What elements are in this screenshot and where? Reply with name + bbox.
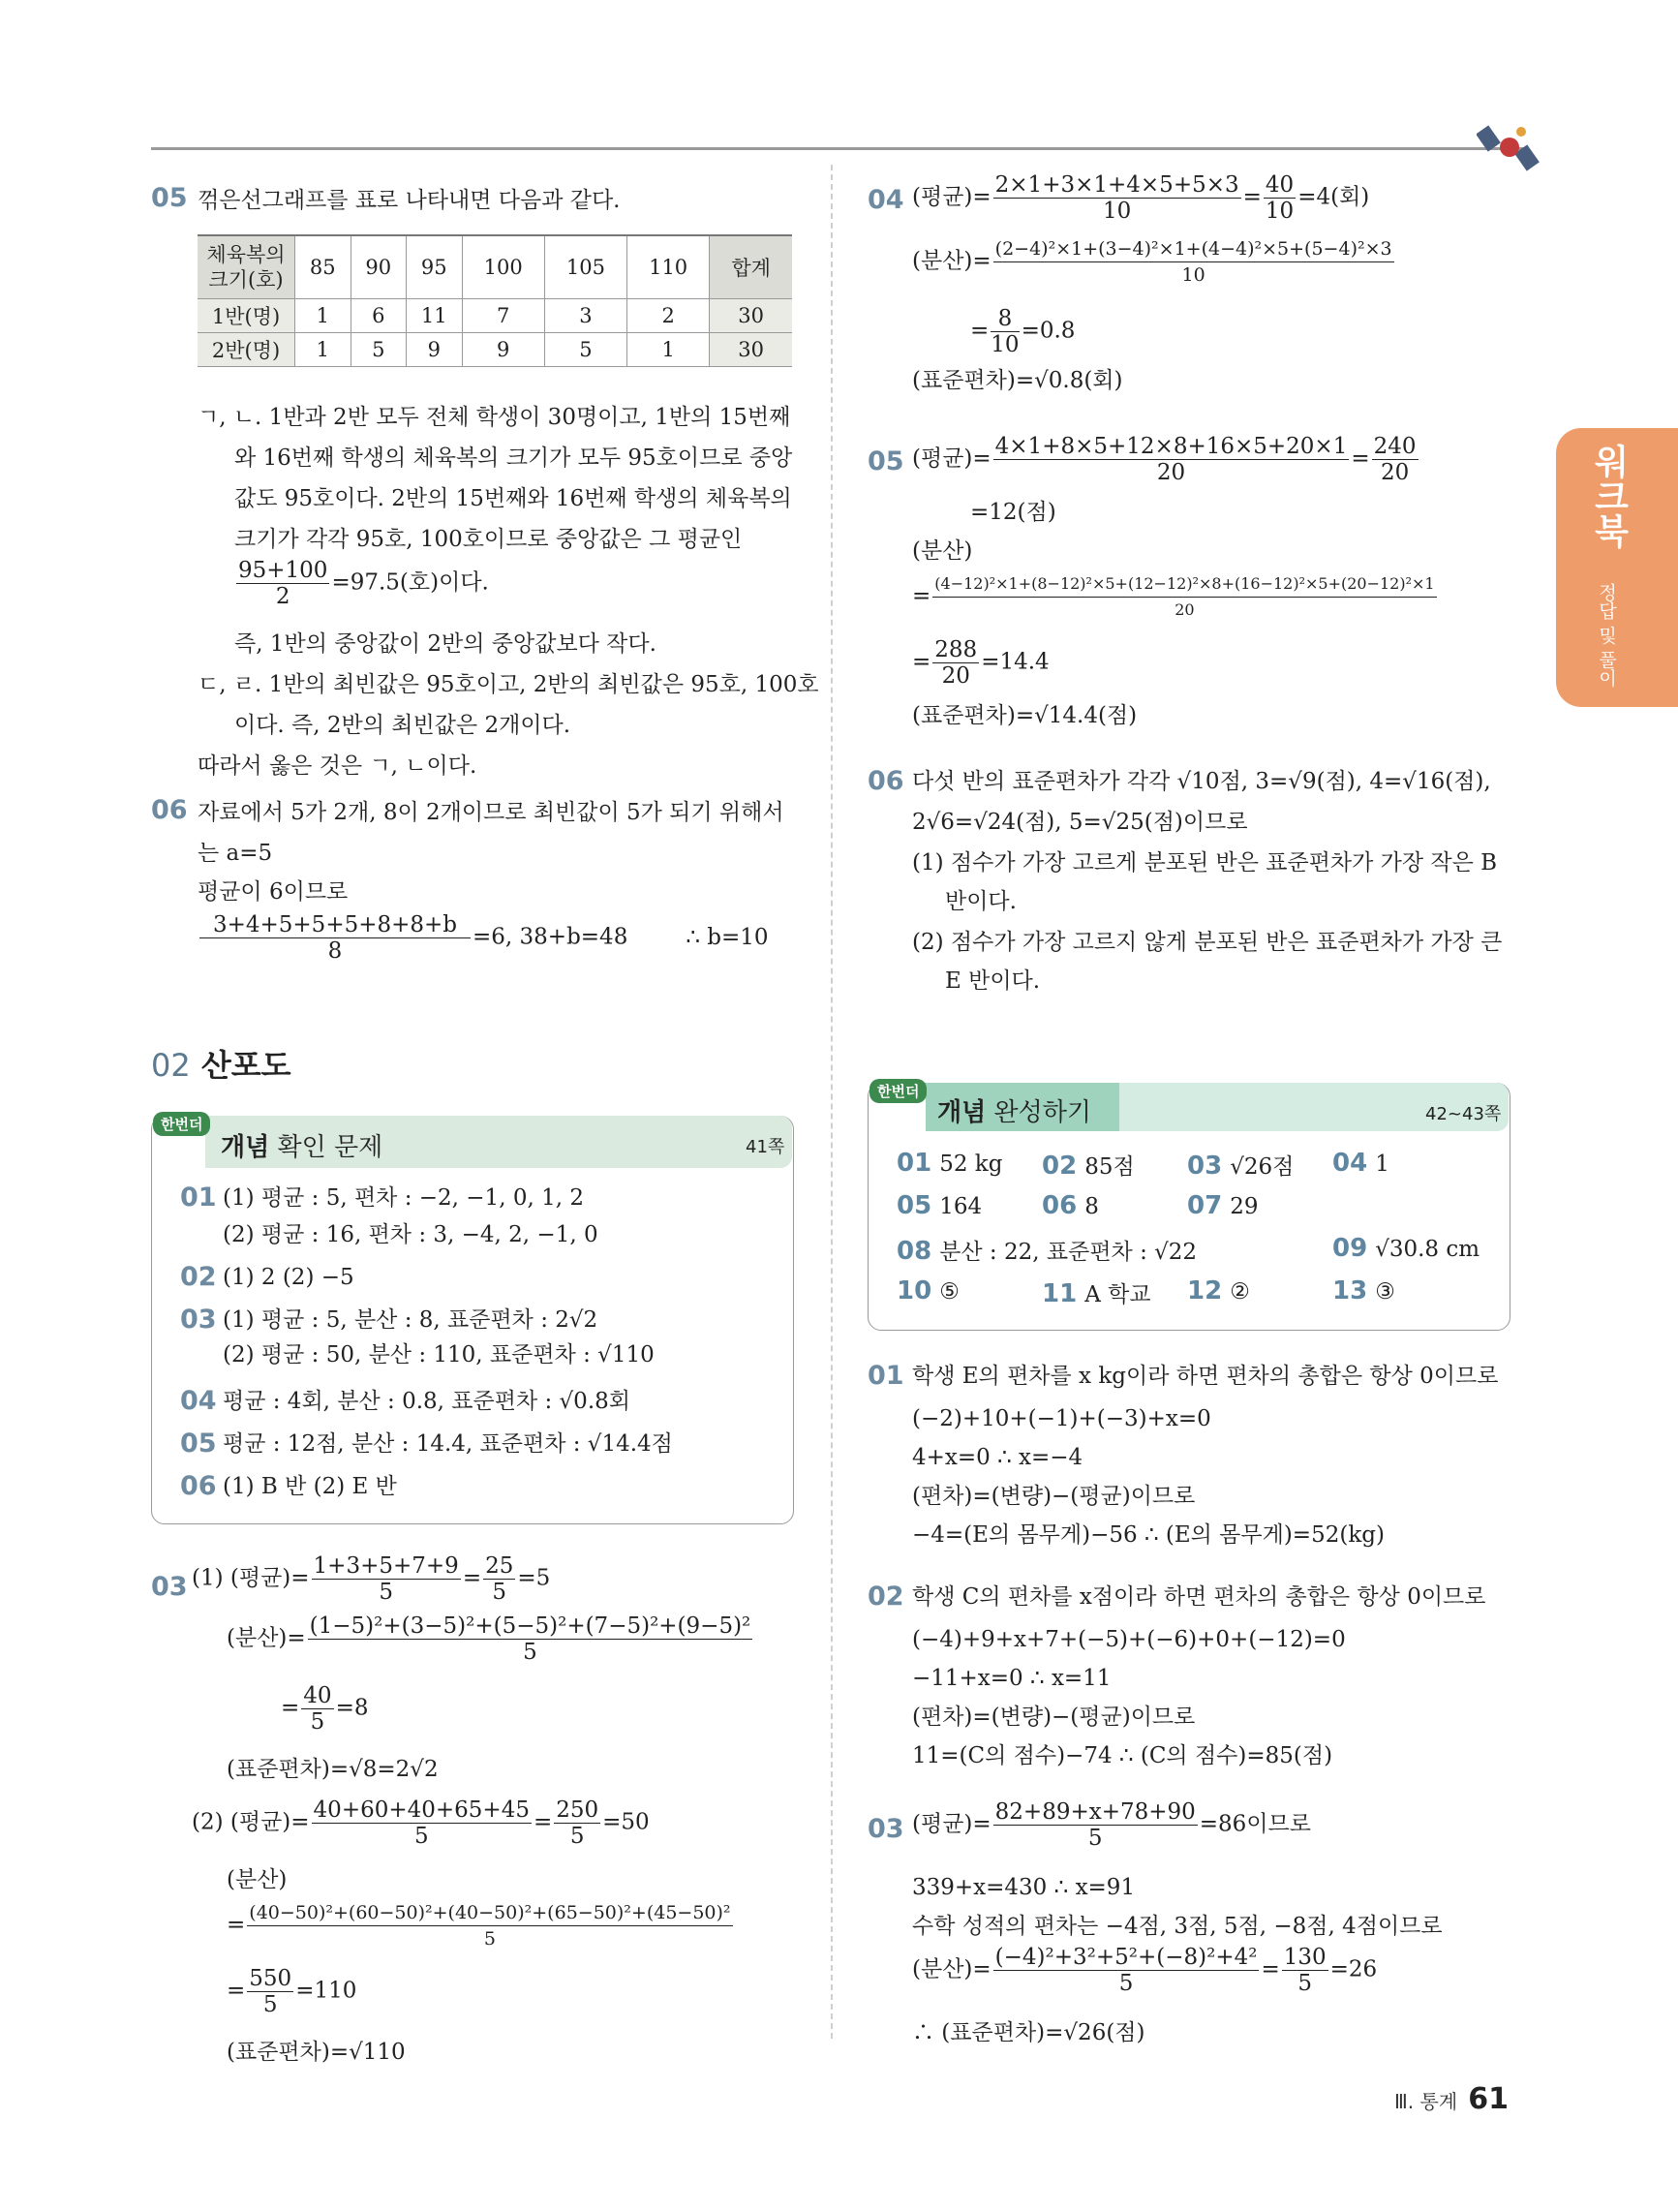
answer-value: √26점 — [1230, 1154, 1295, 1180]
box-title-rest: 확인 문제 — [277, 1133, 383, 1162]
answer-value: 29 — [1230, 1194, 1259, 1219]
side-tab-title: 워크북 — [1589, 444, 1629, 548]
numerator: 25 — [485, 1553, 514, 1579]
text-line: ㄱ, ㄴ. 1반과 2반 모두 전체 학생이 30명이고, 1반의 15번째 — [198, 405, 791, 430]
numerator: 4×1+8×5+12×8+16×5+20×1 — [994, 434, 1348, 459]
denominator: 5 — [310, 1709, 325, 1735]
text-line: 수학 성적의 편차는 −4점, 3점, 5점, −8점, 4점이므로 — [912, 1914, 1443, 1939]
fraction — [1282, 1945, 1328, 1996]
answer-text: (1) 2 (2) −5 — [223, 1265, 354, 1290]
numerator: 240 — [1373, 434, 1417, 459]
numerator: (4−12)²×1+(8−12)²×5+(12−12)²×8+(16−12)²×5+(20−12)²×1 — [932, 571, 1436, 598]
answer-item — [1332, 1276, 1395, 1306]
table-cell: 1 — [627, 333, 710, 367]
text-tail: =8 — [335, 1695, 369, 1721]
denominator: 5 — [569, 1824, 585, 1849]
answer-number: 11 — [1042, 1279, 1078, 1308]
answer-item — [1187, 1191, 1258, 1220]
table-cell: 7 — [462, 299, 544, 333]
fraction — [993, 172, 1241, 224]
fraction — [247, 1966, 293, 2017]
formula-prefix: (평균)= — [912, 445, 992, 472]
answer-number: 01 — [180, 1183, 217, 1213]
formula-line: =12(점) — [970, 500, 1056, 525]
text-tail: =97.5(호)이다. — [331, 569, 489, 596]
text-line: (−2)+10+(−1)+(−3)+x=0 — [912, 1406, 1211, 1431]
denominator: 5 — [379, 1580, 393, 1605]
fraction — [932, 637, 979, 689]
numerator: 40+60+40+65+45 — [313, 1797, 530, 1823]
denominator: 5 — [1297, 1971, 1312, 1996]
answer-value: 8 — [1084, 1194, 1099, 1219]
fraction — [483, 1553, 515, 1605]
fraction — [554, 1797, 600, 1849]
table-row-label: 2반(명) — [198, 333, 295, 367]
table-cell: 2 — [627, 299, 710, 333]
table-row-label: 1반(명) — [198, 299, 295, 333]
text-line: ㄷ, ㄹ. 1반의 최빈값은 95호이고, 2반의 최빈값은 95호, 100호 — [198, 672, 819, 697]
text-line: 다섯 반의 표준편차가 각각 √10점, 3=√9(점), 4=√16(점), — [912, 769, 1491, 794]
denominator: 20 — [941, 663, 970, 689]
text-line: (1) 점수가 가장 고르게 분포된 반은 표준편차가 가장 작은 B — [912, 850, 1498, 876]
answer-value: 164 — [939, 1194, 983, 1219]
denominator: 5 — [1118, 1971, 1134, 1996]
fraction — [993, 1945, 1260, 1996]
box-pages: 42~43쪽 — [1425, 1104, 1502, 1124]
text-line: 학생 C의 편차를 x점이라 하면 편차의 총합은 항상 0이므로 — [912, 1584, 1486, 1610]
table-cell: 1 — [295, 333, 351, 367]
answer-item — [1332, 1149, 1389, 1178]
table-size: 95 — [407, 235, 463, 299]
denominator: 5 — [523, 1640, 537, 1665]
text-line — [234, 558, 489, 609]
formula-line — [912, 1799, 1311, 1851]
denominator: 5 — [262, 1992, 278, 2017]
answer-number: 07 — [1187, 1191, 1223, 1220]
text-tail: =5 — [517, 1565, 551, 1591]
table-header-label: 크기(호) — [208, 268, 284, 292]
box-title-bold: 개념 — [937, 1098, 987, 1127]
formula-line: (2) (평균)= $\frac{40+60+40+65+45}{5}$ = $\frac{250}{5}$ =50 — [192, 1797, 650, 1849]
problem-number: 05 — [151, 183, 188, 213]
table-total-label: 합계 — [710, 235, 792, 299]
footer — [1394, 2082, 1509, 2116]
problem-number: 03 — [868, 1814, 904, 1844]
table-cell: 11 — [407, 299, 463, 333]
answer-value: 52 kg — [939, 1152, 1003, 1177]
problem-number: 05 — [868, 446, 904, 476]
center-divider — [831, 165, 833, 2039]
formula-line: = $\frac{288}{20}$ =14.4 — [912, 637, 1050, 689]
answer-number: 03 — [1187, 1152, 1223, 1181]
numerator: (1−5)²+(3−5)²+(5−5)²+(7−5)²+(9−5)² — [309, 1613, 751, 1639]
formula-line: (분산) — [912, 538, 973, 564]
denominator: 5 — [413, 1824, 429, 1849]
data-table — [198, 234, 792, 367]
text-line: 평균이 6이므로 — [198, 879, 349, 905]
denominator: 5 — [492, 1580, 507, 1605]
text-line: 자료에서 5가 2개, 8이 2개이므로 최빈값이 5가 되기 위해서 — [198, 800, 784, 825]
answer-item — [897, 1191, 982, 1220]
answer-text: 평균 : 12점, 분산 : 14.4, 표준편차 : √14.4점 — [223, 1431, 673, 1457]
formula-line: = $\frac{8}{10}$ =0.8 — [970, 306, 1076, 357]
footer-section: Ⅲ. 통계 — [1394, 2090, 1458, 2113]
fraction — [993, 1799, 1198, 1851]
text-tail: =50 — [602, 1809, 650, 1835]
text-line: ∴ (표준편차)=√26(점) — [912, 2020, 1145, 2045]
formula-prefix: (2) (평균)= — [192, 1809, 310, 1835]
formula-line: (평균)= $\frac{4\times 1+8\times 5+12\times 8+16\times 5+20\times 1}{20}$ = $\frac{240}{20}$ — [912, 434, 1417, 485]
denominator: 5 — [483, 1928, 496, 1950]
problem-number: 06 — [868, 766, 904, 796]
page-number: 61 — [1468, 2082, 1509, 2116]
answer-number: 04 — [180, 1386, 217, 1416]
problem-number: 01 — [868, 1361, 904, 1391]
answer-value: ⑤ — [939, 1279, 960, 1305]
text-line: 는 a=5 — [198, 841, 273, 866]
text-line: (−4)+9+x+7+(−5)+(−6)+0+(−12)=0 — [912, 1627, 1346, 1652]
text-line: E 반이다. — [945, 968, 1041, 994]
fraction — [993, 236, 1394, 288]
answer-item — [1187, 1149, 1294, 1181]
problem-number: 04 — [868, 185, 904, 215]
table-header-label: 체육복의 — [206, 243, 286, 266]
numerator: 288 — [934, 637, 978, 662]
fraction — [991, 306, 1019, 357]
denominator: 8 — [327, 938, 343, 964]
formula-line: (표준편차)=√14.4(점) — [912, 703, 1138, 728]
text-tail: =0.8 — [1021, 318, 1076, 344]
table-cell-total: 30 — [710, 299, 792, 333]
table-cell: 5 — [544, 333, 626, 367]
intro-text: 꺾은선그래프를 표로 나타내면 다음과 같다. — [198, 188, 621, 213]
fraction — [236, 558, 329, 609]
answer-item — [897, 1234, 1197, 1266]
text-line: 이다. 즉, 2반의 최빈값은 2개이다. — [234, 713, 571, 738]
table-size: 100 — [462, 235, 544, 299]
fraction — [247, 1900, 732, 1951]
denominator: 20 — [1156, 460, 1186, 485]
formula-prefix: (1) (평균)= — [192, 1565, 310, 1591]
top-rule — [151, 147, 1526, 150]
answer-number: 10 — [897, 1276, 932, 1306]
table-size: 90 — [351, 235, 407, 299]
answer-number: 03 — [180, 1305, 217, 1335]
formula-line — [912, 236, 1396, 288]
side-tab-subtitle: 정답 및 풀이 — [1596, 583, 1617, 688]
text-tail: =86이므로 — [1199, 1811, 1311, 1837]
numerator: 2×1+3×1+4×5+5×3 — [994, 172, 1239, 198]
denominator: 20 — [1175, 600, 1195, 619]
answer-number: 02 — [180, 1262, 217, 1292]
table-cell: 9 — [462, 333, 544, 367]
answer-item — [1042, 1191, 1099, 1220]
section-heading — [151, 1041, 291, 1086]
denominator: 10 — [1103, 199, 1132, 224]
answer-number: 08 — [897, 1237, 932, 1266]
table-cell: 1 — [295, 299, 351, 333]
numerator: 130 — [1283, 1945, 1327, 1970]
answer-number: 06 — [180, 1471, 217, 1501]
denominator: 20 — [1380, 460, 1410, 485]
text-line: 즉, 1반의 중앙값이 2반의 중앙값보다 작다. — [234, 631, 656, 657]
answer-value: ③ — [1375, 1279, 1395, 1305]
text-tail: =14.4 — [981, 649, 1050, 675]
formula-line: (분산) — [227, 1867, 288, 1892]
text-line: (2) 점수가 가장 고르지 않게 분포된 반은 표준편차가 가장 큰 — [912, 930, 1503, 955]
formula-prefix: (분산)= — [912, 1956, 992, 1982]
text-line: 339+x=430 ∴ x=91 — [912, 1875, 1136, 1900]
table-cell-total: 30 — [710, 333, 792, 367]
text-line: 2√6=√24(점), 5=√25(점)이므로 — [912, 810, 1248, 835]
numerator: (40−50)²+(60−50)²+(40−50)²+(65−50)²+(45−50)² — [247, 1900, 732, 1926]
formula-line: (표준편차)=√0.8(회) — [912, 368, 1123, 393]
box-title — [937, 1092, 1091, 1128]
answer-text: (2) 평균 : 16, 편차 : 3, −4, 2, −1, 0 — [223, 1222, 598, 1247]
answer-number: 04 — [1332, 1149, 1368, 1178]
numerator: 3+4+5+5+5+8+8+b — [199, 912, 471, 938]
satellite-icon — [1477, 114, 1544, 186]
formula-prefix: (분산)= — [912, 248, 992, 274]
text-line: 4+x=0 ∴ x=−4 — [912, 1445, 1083, 1470]
formula-line: = $\frac{\text{(40−50)²+(60−50)²+(40−50)²+(65−50)²+(45−50)²}}{5}$ — [227, 1902, 731, 1950]
formula-prefix: (평균)= — [912, 1811, 992, 1837]
answer-value: 1 — [1375, 1152, 1389, 1177]
problem-number: 03 — [151, 1572, 188, 1602]
answer-item — [1187, 1276, 1250, 1306]
answer-number: 05 — [897, 1191, 932, 1220]
text-tail: =4(회) — [1297, 184, 1370, 210]
table-size: 110 — [627, 235, 710, 299]
answer-item — [897, 1276, 960, 1306]
formula-line: = $\frac{550}{5}$ =110 — [227, 1966, 357, 2017]
fraction — [308, 1613, 753, 1665]
text-line — [198, 912, 769, 964]
badge: 한번더 — [870, 1079, 927, 1103]
answer-value: √30.8 cm — [1375, 1237, 1480, 1262]
denominator: 10 — [1265, 199, 1295, 224]
table-size: 85 — [295, 235, 351, 299]
answer-number: 12 — [1187, 1276, 1223, 1306]
text-line: 반이다. — [945, 889, 1017, 914]
denominator: 2 — [275, 584, 290, 609]
numerator: 1+3+5+7+9 — [313, 1553, 459, 1579]
formula-line: (분산)= $\frac{\text{(−4)²+3²+5²+(−8)²+4²}}{5}$ = $\frac{130}{5}$ =26 — [912, 1945, 1378, 1996]
answer-text: (1) B 반 (2) E 반 — [223, 1474, 397, 1499]
formula-prefix: (분산)= — [227, 1625, 306, 1651]
text-line: 와 16번째 학생의 체육복의 크기가 모두 95호이므로 중앙 — [234, 445, 793, 471]
numerator: 250 — [556, 1797, 599, 1823]
answer-text: (1) 평균 : 5, 편차 : −2, −1, 0, 1, 2 — [223, 1185, 584, 1211]
answer-item — [897, 1149, 1002, 1178]
text-tail: =26 — [1329, 1956, 1378, 1982]
numerator: 8 — [991, 306, 1019, 332]
formula-line: = $\frac{40}{5}$ =8 — [281, 1683, 369, 1735]
numerator: 40 — [1265, 172, 1295, 198]
fraction — [932, 571, 1436, 623]
text-tail: =6, 38+b=48 — [473, 924, 628, 950]
fraction — [1264, 172, 1296, 224]
text-line: 따라서 옳은 것은 ㄱ, ㄴ이다. — [198, 753, 477, 779]
answer-text: 평균 : 4회, 분산 : 0.8, 표준편차 : √0.8회 — [223, 1389, 630, 1414]
problem-number: 06 — [151, 795, 188, 825]
text-line: 11=(C의 점수)−74 ∴ (C의 점수)=85(점) — [912, 1743, 1333, 1768]
answer-number: 01 — [897, 1149, 932, 1178]
section-number: 02 — [151, 1047, 191, 1084]
text-line: 학생 E의 편차를 x kg이라 하면 편차의 총합은 항상 0이므로 — [912, 1364, 1499, 1389]
problem-number: 02 — [868, 1582, 904, 1612]
numerator: (−4)²+3²+5²+(−8)²+4² — [994, 1945, 1258, 1970]
answer-number: 09 — [1332, 1234, 1368, 1263]
text-line: −4=(E의 몸무게)−56 ∴ (E의 몸무게)=52(kg) — [912, 1522, 1385, 1548]
table-cell: 6 — [351, 299, 407, 333]
box-title-rest: 완성하기 — [993, 1098, 1091, 1127]
denominator: 5 — [1087, 1826, 1103, 1851]
answer-item — [1042, 1149, 1135, 1181]
table-cell: 5 — [351, 333, 407, 367]
fraction — [312, 1553, 461, 1605]
formula-line: (표준편차)=√110 — [227, 2040, 406, 2065]
numerator: 95+100 — [238, 558, 328, 583]
formula-line: = $\frac{\text{(4−12)²×1+(8−12)²×5+(12−12)²×8+(16−12)²×5+(20−12)²×1}}{20}$ — [912, 571, 1439, 623]
answer-value: 85점 — [1084, 1154, 1135, 1180]
text-line: 값도 95호이다. 2반의 15번째와 16번째 학생의 체육복의 — [234, 486, 792, 511]
fraction — [199, 912, 471, 964]
fraction — [993, 434, 1350, 485]
fraction — [1372, 434, 1419, 485]
denominator: 10 — [1181, 264, 1205, 286]
answer-number: 06 — [1042, 1191, 1078, 1220]
table-size: 105 — [544, 235, 626, 299]
answer-item — [1042, 1276, 1151, 1308]
text-end: ∴ b=10 — [686, 924, 769, 950]
numerator: 82+89+x+78+90 — [994, 1799, 1196, 1825]
table-cell: 3 — [544, 299, 626, 333]
formula-line: (평균)= $\frac{2\times 1+3\times 1+4\times 5+5\times 3}{10}$ = $\frac{40}{10}$ =4(회) — [912, 172, 1370, 224]
numerator: 40 — [303, 1683, 332, 1708]
answer-number: 02 — [1042, 1152, 1078, 1181]
formula-line: (표준편차)=√8=2√2 — [227, 1757, 439, 1782]
section-title: 산포도 — [200, 1047, 291, 1084]
text-tail: =110 — [295, 1978, 357, 2004]
text-line: (편차)=(변량)−(평균)이므로 — [912, 1484, 1196, 1509]
answer-text: (1) 평균 : 5, 분산 : 8, 표준편차 : 2√2 — [223, 1307, 598, 1333]
formula-prefix: (평균)= — [912, 184, 992, 210]
formula-line: (1) (평균)= $\frac{1+3+5+7+9}{5}$ = $\frac{25}{5}$ =5 — [192, 1553, 551, 1605]
answer-value: ② — [1230, 1279, 1250, 1305]
answer-number: 13 — [1332, 1276, 1368, 1306]
answer-value: A 학교 — [1084, 1282, 1151, 1307]
text-line: 크기가 각각 95호, 100호이므로 중앙값은 그 평균인 — [234, 527, 743, 552]
box-title-bold: 개념 — [221, 1133, 270, 1162]
fraction — [301, 1683, 333, 1735]
badge: 한번더 — [153, 1112, 210, 1136]
answer-value: 분산 : 22, 표준편차 : √22 — [939, 1240, 1198, 1265]
text-line: −11+x=0 ∴ x=11 — [912, 1666, 1112, 1691]
box-title — [221, 1127, 382, 1163]
denominator: 10 — [991, 332, 1020, 357]
numerator: 550 — [249, 1966, 292, 1991]
text-line: (편차)=(변량)−(평균)이므로 — [912, 1705, 1196, 1730]
fraction — [312, 1797, 532, 1849]
numerator: (2−4)²×1+(3−4)²×1+(4−4)²×5+(5−4)²×3 — [993, 236, 1394, 262]
answer-text: (2) 평균 : 50, 분산 : 110, 표준편차 : √110 — [223, 1342, 655, 1367]
answer-number: 05 — [180, 1429, 217, 1459]
table-cell: 9 — [407, 333, 463, 367]
box-pages: 41쪽 — [746, 1137, 785, 1157]
answer-item — [1332, 1234, 1480, 1263]
formula-line — [227, 1613, 754, 1665]
